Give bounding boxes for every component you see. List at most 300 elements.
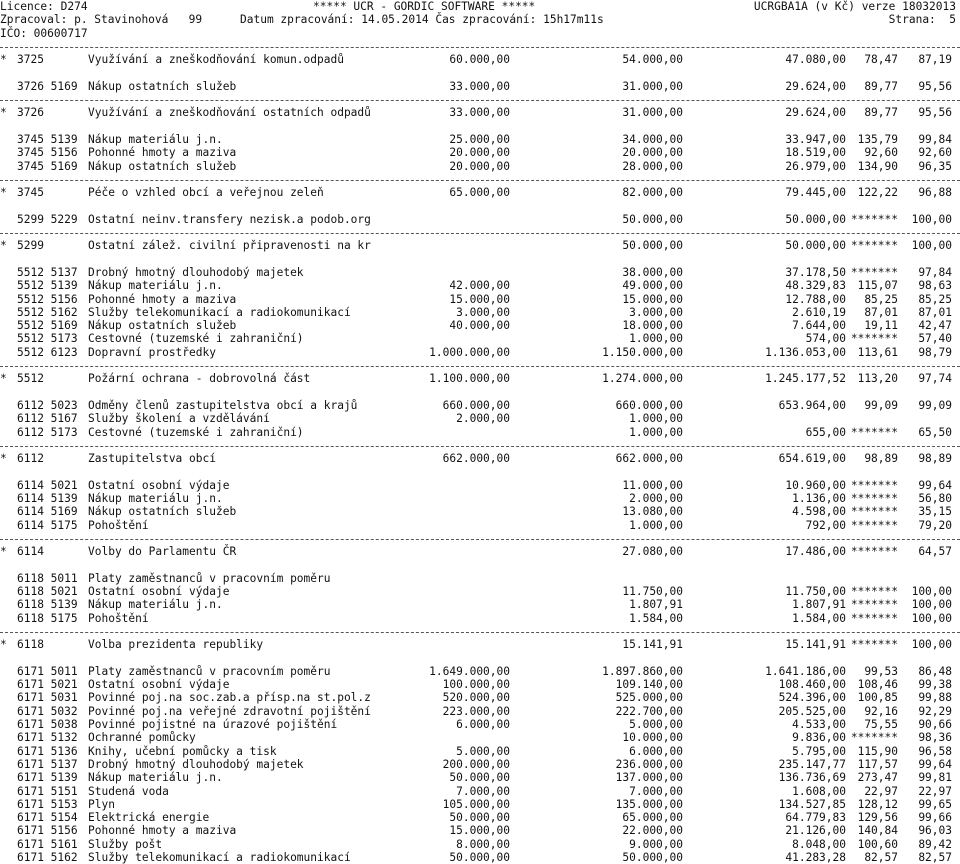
table-row — [0, 811, 960, 824]
adjusted-budget: 65.000,00 — [622, 811, 683, 825]
table-row — [0, 426, 960, 439]
header-line-1 — [0, 0, 960, 13]
actual-amount: 64.779,83 — [785, 811, 846, 825]
item-code: 6114 5139 — [17, 491, 78, 505]
percent-approved: 129,56 — [857, 811, 898, 825]
table-row — [0, 306, 960, 319]
row-description: Nákup ostatních služeb — [88, 505, 237, 519]
percent-approved: 113,61 — [857, 345, 898, 359]
percent-adjusted: 99,64 — [918, 478, 952, 492]
percent-approved: 115,07 — [857, 279, 898, 293]
processing-datetime: Datum zpracování: 14.05.2014 Čas zpracování: 15h17m11s — [240, 13, 604, 27]
percent-adjusted: 99,88 — [918, 691, 952, 705]
actual-amount: 18.519,00 — [785, 146, 846, 160]
row-description: Nákup materiálu j.n. — [88, 598, 223, 612]
actual-amount: 524.396,00 — [778, 691, 846, 705]
license-label: Licence: D274 — [0, 0, 88, 13]
blank-line — [0, 199, 960, 212]
percent-approved: 92,16 — [864, 704, 898, 718]
row-description: Zastupitelstva obcí — [88, 452, 216, 466]
separator-line — [0, 532, 960, 545]
table-row — [0, 798, 960, 811]
adjusted-budget: 1.000,00 — [629, 518, 683, 532]
separator-line — [0, 439, 960, 452]
approved-budget: 25.000,00 — [449, 132, 510, 146]
approved-budget: 7.000,00 — [456, 784, 510, 798]
actual-amount: 17.486,00 — [785, 545, 846, 559]
row-description: Pohonné hmoty a maziva — [88, 824, 237, 838]
row-description: Nákup materiálu j.n. — [88, 132, 223, 146]
adjusted-budget: 222.700,00 — [615, 704, 683, 718]
adjusted-budget: 82.000,00 — [622, 186, 683, 200]
percent-adjusted: 92,29 — [918, 704, 952, 718]
adjusted-budget: 9.000,00 — [629, 837, 683, 851]
actual-amount: 792,00 — [805, 518, 846, 532]
adjusted-budget: 49.000,00 — [622, 279, 683, 293]
percent-adjusted: 100,00 — [911, 638, 952, 652]
table-row — [0, 691, 960, 704]
adjusted-budget: 1.807,91 — [629, 598, 683, 612]
blank-line — [0, 66, 960, 79]
percent-adjusted: 96,35 — [918, 159, 952, 173]
approved-budget: 20.000,00 — [449, 146, 510, 160]
actual-amount: 21.126,00 — [785, 824, 846, 838]
adjusted-budget: 15.000,00 — [622, 292, 683, 306]
row-description: Platy zaměstnanců v pracovním poměru — [88, 571, 331, 585]
percent-approved: ******* — [850, 518, 898, 532]
table-row — [0, 612, 960, 625]
table-row — [0, 146, 960, 159]
row-description: Nákup materiálu j.n. — [88, 279, 223, 293]
item-code: 6171 5021 — [17, 678, 78, 692]
actual-amount: 9.836,00 — [792, 731, 846, 745]
actual-amount: 41.283,28 — [785, 851, 846, 864]
header-line-3 — [0, 27, 960, 40]
separator-line — [0, 359, 960, 372]
actual-amount: 48.329,83 — [785, 279, 846, 293]
actual-amount: 235.147,77 — [778, 757, 846, 771]
approved-budget: 33.000,00 — [449, 106, 510, 120]
percent-approved: 99,09 — [864, 398, 898, 412]
item-code: 6118 5011 — [17, 571, 78, 585]
row-description: Volba prezidenta republiky — [88, 638, 264, 652]
percent-approved: 92,60 — [864, 146, 898, 160]
adjusted-budget: 50.000,00 — [622, 239, 683, 253]
percent-adjusted: 100,00 — [911, 598, 952, 612]
adjusted-budget: 10.000,00 — [622, 731, 683, 745]
percent-approved: ******* — [850, 731, 898, 745]
actual-amount: 26.979,00 — [785, 159, 846, 173]
adjusted-budget: 660.000,00 — [615, 398, 683, 412]
adjusted-budget: 135.000,00 — [615, 797, 683, 811]
percent-adjusted: 92,60 — [918, 146, 952, 160]
row-description: Péče o vzhled obcí a veřejnou zeleň — [88, 186, 324, 200]
item-code: 3745 5169 — [17, 159, 78, 173]
percent-approved: 122,22 — [857, 186, 898, 200]
percent-adjusted: 82,57 — [918, 851, 952, 864]
percent-approved: 113,20 — [857, 372, 898, 386]
approved-budget: 1.100.000,00 — [429, 372, 510, 386]
percent-approved: 89,77 — [864, 79, 898, 93]
blank-line — [0, 465, 960, 478]
approved-budget: 1.649.000,00 — [429, 664, 510, 678]
adjusted-budget: 1.000,00 — [629, 412, 683, 426]
adjusted-budget: 109.140,00 — [615, 678, 683, 692]
actual-amount: 1.807,91 — [792, 598, 846, 612]
percent-approved: 100,60 — [857, 837, 898, 851]
table-row — [0, 745, 960, 758]
percent-adjusted: 99,38 — [918, 678, 952, 692]
table-row — [0, 678, 960, 691]
row-description: Ostatní osobní výdaje — [88, 478, 230, 492]
percent-adjusted: 100,00 — [911, 611, 952, 625]
approved-budget: 60.000,00 — [449, 53, 510, 67]
actual-amount: 5.795,00 — [792, 744, 846, 758]
subtotal-row — [0, 106, 960, 119]
approved-budget: 50.000,00 — [449, 771, 510, 785]
paragraph-code: 6114 — [17, 545, 44, 559]
table-row — [0, 412, 960, 425]
row-description: Plyn — [88, 797, 115, 811]
paragraph-code: 6112 — [17, 452, 44, 466]
percent-adjusted: 86,48 — [918, 664, 952, 678]
row-description: Nákup ostatních služeb — [88, 159, 237, 173]
item-code: 6114 5169 — [17, 505, 78, 519]
actual-amount: 1.608,00 — [792, 784, 846, 798]
adjusted-budget: 1.000,00 — [629, 332, 683, 346]
table-row — [0, 399, 960, 412]
item-code: 5512 5173 — [17, 332, 78, 346]
adjusted-budget: 34.000,00 — [622, 132, 683, 146]
table-row — [0, 771, 960, 784]
actual-amount: 108.460,00 — [778, 678, 846, 692]
item-code: 6171 5153 — [17, 797, 78, 811]
percent-adjusted: 95,56 — [918, 79, 952, 93]
table-row — [0, 785, 960, 798]
table-row — [0, 213, 960, 226]
row-marker: * — [0, 106, 7, 120]
percent-approved: 115,90 — [857, 744, 898, 758]
percent-approved: ******* — [850, 585, 898, 599]
percent-approved: 87,01 — [864, 305, 898, 319]
percent-adjusted: 97,84 — [918, 265, 952, 279]
percent-approved: 19,11 — [864, 319, 898, 333]
item-code: 5512 5137 — [17, 265, 78, 279]
table-row — [0, 705, 960, 718]
adjusted-budget: 50.000,00 — [622, 851, 683, 864]
percent-adjusted: 99,09 — [918, 398, 952, 412]
percent-approved: 135,79 — [857, 132, 898, 146]
percent-approved: ******* — [850, 212, 898, 226]
percent-adjusted: 100,00 — [911, 212, 952, 226]
percent-approved: 78,47 — [864, 53, 898, 67]
row-description: Drobný hmotný dlouhodobý majetek — [88, 757, 304, 771]
adjusted-budget: 22.000,00 — [622, 824, 683, 838]
item-code: 6171 5156 — [17, 824, 78, 838]
item-code: 5512 6123 — [17, 345, 78, 359]
subtotal-row — [0, 186, 960, 199]
row-marker: * — [0, 638, 7, 652]
table-row — [0, 266, 960, 279]
blank-line — [0, 120, 960, 133]
processed-by: Zpracoval: p. Stavinohová 99 — [0, 13, 203, 27]
approved-budget: 660.000,00 — [442, 398, 510, 412]
row-marker: * — [0, 545, 7, 559]
adjusted-budget: 1.150.000,00 — [602, 345, 683, 359]
row-description: Drobný hmotný dlouhodobý majetek — [88, 265, 304, 279]
adjusted-budget: 137.000,00 — [615, 771, 683, 785]
actual-amount: 7.644,00 — [792, 319, 846, 333]
row-description: Ostatní zálež. civilní připravenosti na kr — [88, 239, 371, 253]
approved-budget: 20.000,00 — [449, 159, 510, 173]
item-code: 6118 5021 — [17, 585, 78, 599]
percent-adjusted: 87,01 — [918, 305, 952, 319]
row-description: Ostatní osobní výdaje — [88, 585, 230, 599]
percent-adjusted: 100,00 — [911, 239, 952, 253]
row-description: Platy zaměstnanců v pracovním poměru — [88, 664, 331, 678]
subtotal-row — [0, 239, 960, 252]
percent-approved: 89,77 — [864, 106, 898, 120]
row-description: Využívání a zneškodňování komun.odpadů — [88, 53, 344, 67]
blank-line — [0, 253, 960, 266]
percent-adjusted: 99,81 — [918, 771, 952, 785]
table-row — [0, 279, 960, 292]
row-description: Služby školení a vzdělávání — [88, 412, 270, 426]
table-row — [0, 505, 960, 518]
item-code: 6171 5011 — [17, 664, 78, 678]
row-description: Cestovné (tuzemské i zahraniční) — [88, 332, 304, 346]
percent-adjusted: 99,65 — [918, 797, 952, 811]
adjusted-budget: 3.000,00 — [629, 305, 683, 319]
paragraph-code: 5512 — [17, 372, 44, 386]
percent-approved: 99,53 — [864, 664, 898, 678]
approved-budget: 15.000,00 — [449, 292, 510, 306]
item-code: 6171 5161 — [17, 837, 78, 851]
row-description: Ochranné pomůcky — [88, 731, 196, 745]
actual-amount: 4.598,00 — [792, 505, 846, 519]
percent-approved: ******* — [850, 239, 898, 253]
blank-line — [0, 652, 960, 665]
table-row — [0, 80, 960, 93]
percent-approved: 98,89 — [864, 452, 898, 466]
actual-amount: 4.533,00 — [792, 718, 846, 732]
report-version: UCRGBA1A (v Kč) verze 18032013 — [753, 0, 956, 13]
table-row — [0, 332, 960, 345]
item-code: 6114 5175 — [17, 518, 78, 532]
actual-amount: 655,00 — [805, 425, 846, 439]
item-code: 5512 5139 — [17, 279, 78, 293]
approved-budget: 40.000,00 — [449, 319, 510, 333]
item-code: 6171 5137 — [17, 757, 78, 771]
approved-budget: 42.000,00 — [449, 279, 510, 293]
table-row — [0, 572, 960, 585]
percent-adjusted: 99,66 — [918, 811, 952, 825]
actual-amount: 12.788,00 — [785, 292, 846, 306]
row-description: Knihy, učební pomůcky a tisk — [88, 744, 277, 758]
actual-amount: 574,00 — [805, 332, 846, 346]
table-row — [0, 293, 960, 306]
item-code: 6171 5162 — [17, 851, 78, 864]
paragraph-code: 5299 — [17, 239, 44, 253]
row-description: Nákup ostatních služeb — [88, 79, 237, 93]
ico-number: IČO: 00600717 — [0, 26, 88, 40]
row-description: Nákup ostatních služeb — [88, 319, 237, 333]
blank-line — [0, 558, 960, 571]
row-description: Služby telekomunikací a radiokomunikací — [88, 305, 351, 319]
separator-line — [0, 40, 960, 53]
percent-adjusted: 98,63 — [918, 279, 952, 293]
adjusted-budget: 15.141,91 — [622, 638, 683, 652]
actual-amount: 33.947,00 — [785, 132, 846, 146]
percent-approved: ******* — [850, 545, 898, 559]
table-row — [0, 824, 960, 837]
approved-budget: 33.000,00 — [449, 79, 510, 93]
actual-amount: 79.445,00 — [785, 186, 846, 200]
percent-adjusted: 56,80 — [918, 491, 952, 505]
table-row — [0, 851, 960, 864]
percent-adjusted: 100,00 — [911, 585, 952, 599]
table-row — [0, 585, 960, 598]
row-description: Volby do Parlamentu ČR — [88, 545, 237, 559]
item-code: 6118 5139 — [17, 598, 78, 612]
separator-line — [0, 625, 960, 638]
table-row — [0, 519, 960, 532]
actual-amount: 1.584,00 — [792, 611, 846, 625]
item-code: 6171 5038 — [17, 718, 78, 732]
paragraph-code: 6118 — [17, 638, 44, 652]
row-description: Služby pošt — [88, 837, 163, 851]
actual-amount: 654.619,00 — [778, 452, 846, 466]
separator-line — [0, 226, 960, 239]
paragraph-code: 3745 — [17, 186, 44, 200]
approved-budget: 5.000,00 — [456, 744, 510, 758]
row-description: Elektrická energie — [88, 811, 210, 825]
table-row — [0, 133, 960, 146]
row-marker: * — [0, 53, 7, 67]
adjusted-budget: 13.080,00 — [622, 505, 683, 519]
actual-amount: 1.641.186,00 — [765, 664, 846, 678]
adjusted-budget: 20.000,00 — [622, 146, 683, 160]
row-description: Cestovné (tuzemské i zahraniční) — [88, 425, 304, 439]
percent-approved: 100,85 — [857, 691, 898, 705]
adjusted-budget: 31.000,00 — [622, 106, 683, 120]
approved-budget: 50.000,00 — [449, 811, 510, 825]
percent-adjusted: 35,15 — [918, 505, 952, 519]
item-code: 5512 5162 — [17, 305, 78, 319]
actual-amount: 1.245.177,52 — [765, 372, 846, 386]
row-description: Ostatní osobní výdaje — [88, 678, 230, 692]
adjusted-budget: 11.000,00 — [622, 478, 683, 492]
approved-budget: 15.000,00 — [449, 824, 510, 838]
table-row — [0, 665, 960, 678]
actual-amount: 136.736,69 — [778, 771, 846, 785]
table-row — [0, 479, 960, 492]
percent-approved: ******* — [850, 505, 898, 519]
percent-approved: 128,12 — [857, 797, 898, 811]
percent-adjusted: 64,57 — [918, 545, 952, 559]
adjusted-budget: 27.080,00 — [622, 545, 683, 559]
percent-adjusted: 65,50 — [918, 425, 952, 439]
percent-adjusted: 22,97 — [918, 784, 952, 798]
adjusted-budget: 50.000,00 — [622, 212, 683, 226]
row-description: Povinné pojistné na úrazové pojištění — [88, 718, 338, 732]
percent-adjusted: 96,03 — [918, 824, 952, 838]
table-row — [0, 731, 960, 744]
approved-budget: 50.000,00 — [449, 851, 510, 864]
percent-approved: ******* — [850, 332, 898, 346]
row-description: Pohonné hmoty a maziva — [88, 292, 237, 306]
blank-line — [0, 386, 960, 399]
row-description: Povinné poj.na soc.zab.a přísp.na st.pol.z — [88, 691, 371, 705]
actual-amount: 15.141,91 — [785, 638, 846, 652]
separator-line — [0, 93, 960, 106]
approved-budget: 2.000,00 — [456, 412, 510, 426]
adjusted-budget: 525.000,00 — [615, 691, 683, 705]
row-description: Nákup materiálu j.n. — [88, 491, 223, 505]
percent-adjusted: 96,58 — [918, 744, 952, 758]
report-rows — [0, 40, 960, 864]
percent-approved: 140,84 — [857, 824, 898, 838]
table-row — [0, 758, 960, 771]
page-number: Strana: 5 — [888, 13, 956, 27]
row-description: Požární ochrana - dobrovolná část — [88, 372, 311, 386]
percent-approved: 85,25 — [864, 292, 898, 306]
adjusted-budget: 7.000,00 — [629, 784, 683, 798]
approved-budget: 65.000,00 — [449, 186, 510, 200]
table-row — [0, 718, 960, 731]
approved-budget: 6.000,00 — [456, 718, 510, 732]
item-code: 3726 5169 — [17, 79, 78, 93]
subtotal-row — [0, 372, 960, 385]
adjusted-budget: 18.000,00 — [622, 319, 683, 333]
row-description: Využívání a zneškodňování ostatních odpadů — [88, 106, 371, 120]
separator-line — [0, 173, 960, 186]
adjusted-budget: 2.000,00 — [629, 491, 683, 505]
percent-approved: ******* — [850, 265, 898, 279]
item-code: 6171 5151 — [17, 784, 78, 798]
adjusted-budget: 5.000,00 — [629, 718, 683, 732]
percent-approved: ******* — [850, 491, 898, 505]
approved-budget: 100.000,00 — [442, 678, 510, 692]
actual-amount: 11.750,00 — [785, 585, 846, 599]
row-description: Dopravní prostředky — [88, 345, 216, 359]
actual-amount: 29.624,00 — [785, 79, 846, 93]
subtotal-row — [0, 452, 960, 465]
percent-adjusted: 85,25 — [918, 292, 952, 306]
item-code: 5299 5229 — [17, 212, 78, 226]
percent-approved: 273,47 — [857, 771, 898, 785]
percent-adjusted: 96,88 — [918, 186, 952, 200]
row-description: Ostatní neinv.transfery nezisk.a podob.org — [88, 212, 371, 226]
item-code: 6171 5032 — [17, 704, 78, 718]
percent-adjusted: 98,36 — [918, 731, 952, 745]
percent-approved: ******* — [850, 638, 898, 652]
item-code: 3745 5156 — [17, 146, 78, 160]
row-marker: * — [0, 372, 7, 386]
row-description: Pohoštění — [88, 611, 149, 625]
adjusted-budget: 1.000,00 — [629, 425, 683, 439]
approved-budget: 520.000,00 — [442, 691, 510, 705]
approved-budget: 1.000.000,00 — [429, 345, 510, 359]
actual-amount: 653.964,00 — [778, 398, 846, 412]
row-description: Pohoštění — [88, 518, 149, 532]
row-description: Povinné poj.na veřejné zdravotní pojištění — [88, 704, 371, 718]
item-code: 6171 5031 — [17, 691, 78, 705]
table-row — [0, 160, 960, 173]
actual-amount: 8.048,00 — [792, 837, 846, 851]
item-code: 6112 5023 — [17, 398, 78, 412]
percent-adjusted: 79,20 — [918, 518, 952, 532]
